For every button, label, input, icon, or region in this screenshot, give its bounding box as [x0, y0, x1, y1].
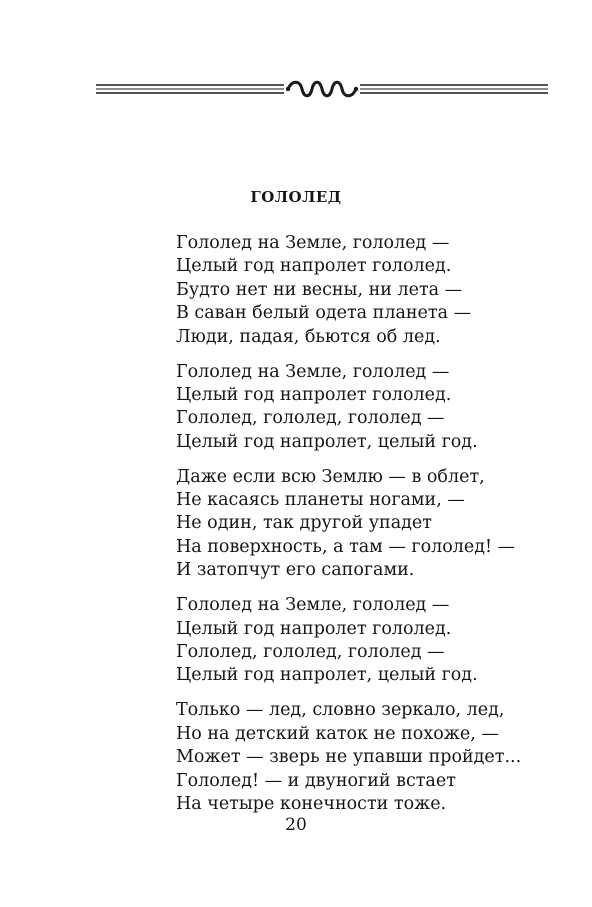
- poem-line: На поверхность, а там — гололед! —: [176, 536, 516, 557]
- poem-line: Но на детский каток не похоже, —: [176, 723, 499, 744]
- poem-line: Даже если всю Землю — в облет,: [176, 466, 485, 487]
- poem-line: Гололед, гололед, гололед —: [176, 408, 445, 429]
- stanza-1: [176, 232, 556, 349]
- poem-line: Гололед! — и двуногий встает: [176, 770, 456, 791]
- stanza-2: [176, 361, 556, 455]
- poem-line: Люди, падая, бьются об лед.: [176, 326, 441, 347]
- poem-body: [176, 232, 556, 828]
- page-number: 20: [285, 815, 307, 835]
- poem-line: На четыре конечности тоже.: [176, 793, 447, 814]
- stanza-5: [176, 699, 556, 816]
- poem-line: Гололед на Земле, гололед —: [176, 595, 450, 616]
- poem-line: Целый год напролет гололед.: [176, 384, 452, 405]
- poem-line: Будто нет ни весны, ни лета —: [176, 279, 463, 300]
- poem-line: Целый год напролет гололед.: [176, 618, 452, 639]
- poem-line: Не один, так другой упадет: [176, 513, 432, 534]
- poem-line: Целый год напролет, целый год.: [176, 431, 478, 452]
- poem-line: Гололед на Земле, гололед —: [176, 233, 450, 253]
- poem-line: Не касаясь планеты ногами, —: [176, 490, 465, 511]
- ornament-divider-icon: [96, 76, 548, 102]
- poem-title: ГОЛОЛЕД: [250, 188, 342, 206]
- poem-line: Только — лед, словно зеркало, лед,: [176, 700, 505, 721]
- poem-line: В саван белый одета планета —: [176, 303, 472, 324]
- poem-line: Гололед, гололед, гололед —: [176, 642, 445, 662]
- stanza-4: [176, 594, 556, 688]
- poem-line: Целый год напролет, целый год.: [176, 665, 478, 686]
- stanza-3: [176, 466, 556, 583]
- poem-line: Гололед на Земле, гололед —: [176, 361, 450, 382]
- header-ornament: [96, 76, 548, 102]
- poem-line: Может — зверь не упавши пройдет...: [176, 747, 522, 768]
- poem-line: И затопчут его сапогами.: [176, 560, 415, 581]
- poem-line: Целый год напролет гололед.: [176, 256, 452, 277]
